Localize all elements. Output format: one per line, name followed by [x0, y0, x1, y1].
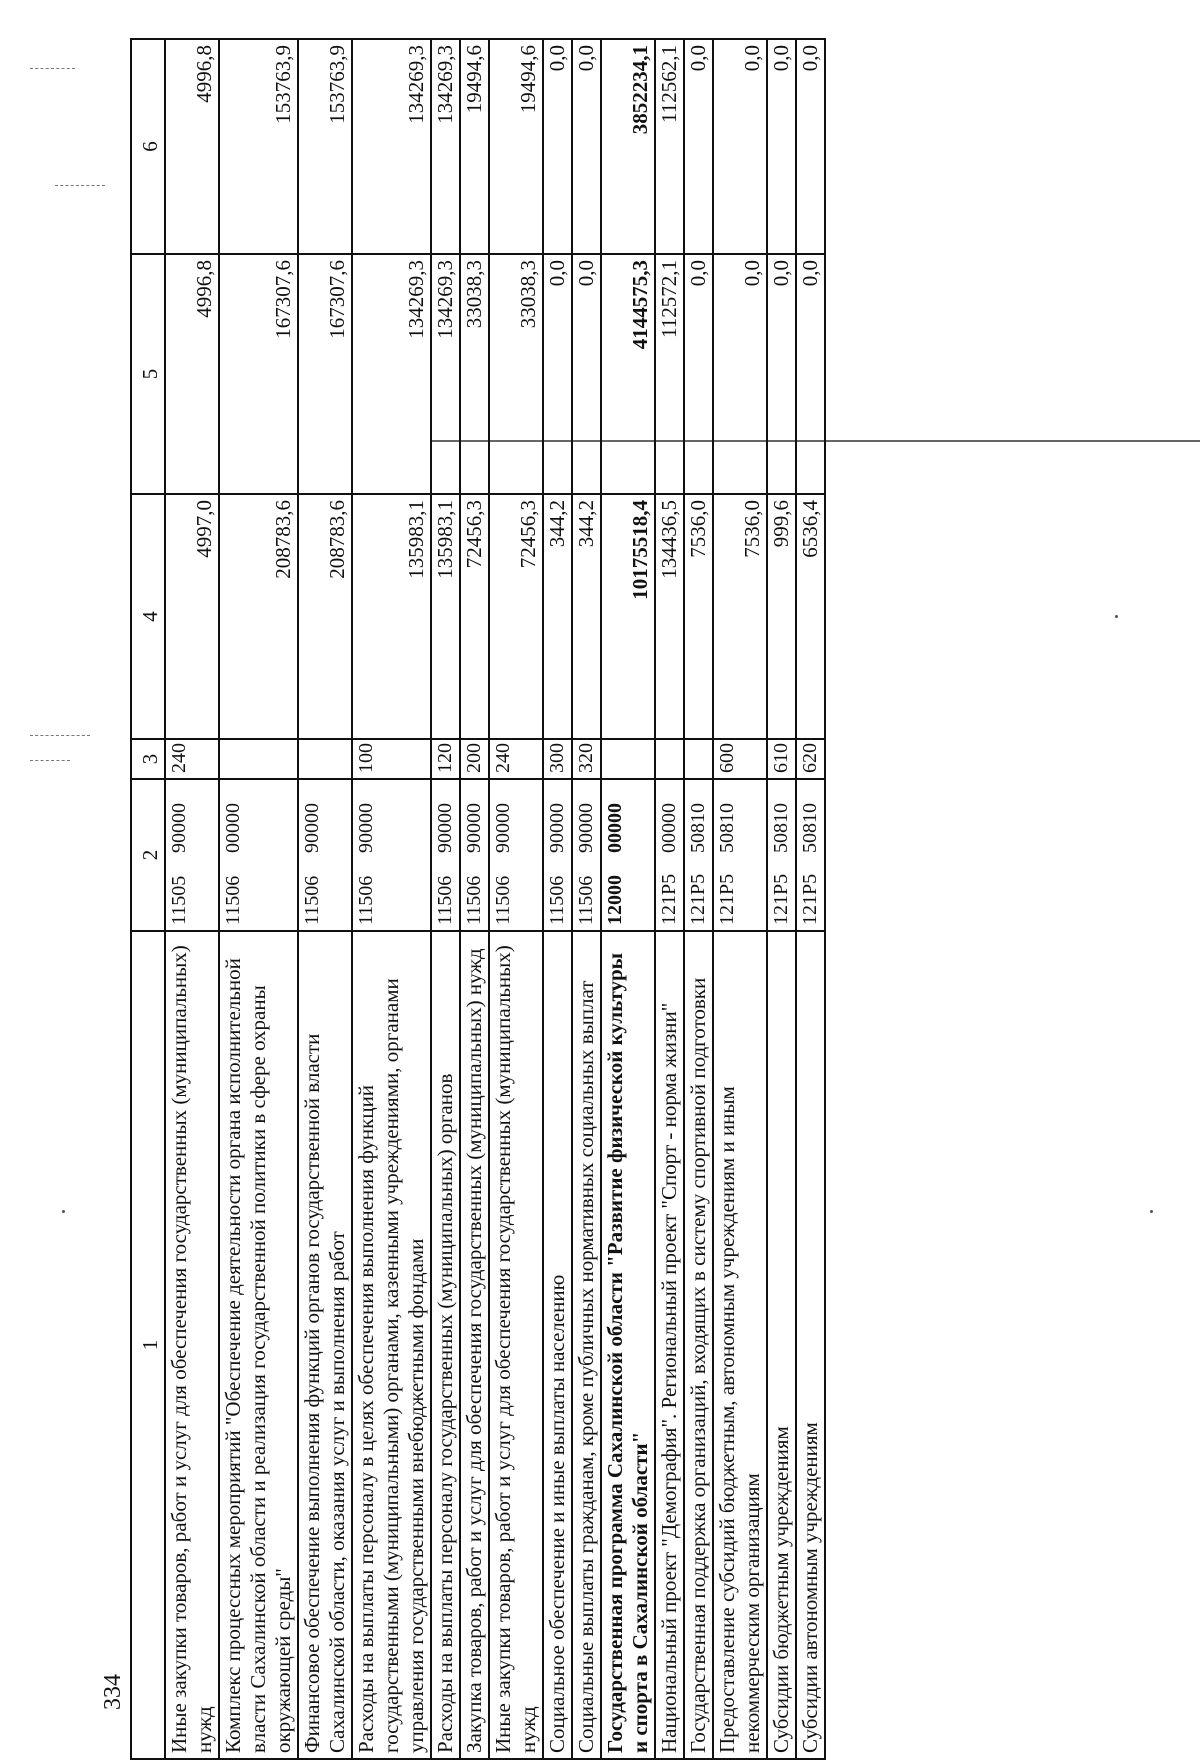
expense-type: 610 [767, 739, 796, 779]
expense-type [601, 739, 655, 779]
header-cell: 5 [131, 254, 165, 494]
item-code [601, 779, 655, 931]
header-row [131, 39, 165, 1759]
table-row [655, 39, 684, 1759]
value-col5: 4144575,3 [601, 254, 655, 494]
item-name: Государственная программа Сахалинской области "Развитие физической культуры и спорта в Сахалинской области" [601, 931, 655, 1759]
scan-artifact-line [30, 735, 90, 736]
code-part-1: 121P5 [799, 873, 821, 925]
code-part-2: 90000 [492, 803, 514, 853]
code-part-2: 90000 [355, 803, 377, 853]
code-part-2: 90000 [434, 803, 456, 853]
table-row [543, 39, 572, 1759]
table-row [572, 39, 601, 1759]
table-row [713, 39, 767, 1759]
value-col5: 0,0 [767, 254, 796, 494]
code-part-2: 90000 [546, 803, 568, 853]
item-code [796, 779, 825, 931]
code-part-1: 11506 [301, 875, 323, 925]
value-col4: 208783,6 [219, 494, 298, 739]
value-col4: 7536,0 [684, 494, 713, 739]
table-row [684, 39, 713, 1759]
value-col4: 208783,6 [298, 494, 352, 739]
item-name: Закупка товаров, работ и услуг для обеспечения государственных (муниципальных) нужд [460, 931, 489, 1759]
item-name: Иные закупки товаров, работ и услуг для обеспечения государственных (муниципальных) нужд [165, 931, 219, 1759]
code-part-1: 121P5 [716, 873, 738, 925]
expense-type: 240 [165, 739, 219, 779]
code-part-1: 11506 [575, 875, 597, 925]
item-name: Иные закупки товаров, работ и услуг для обеспечения государственных (муниципальных) нужд [489, 931, 543, 1759]
value-col6: 0,0 [767, 39, 796, 254]
code-part-2: 90000 [301, 803, 323, 853]
expense-type: 320 [572, 739, 601, 779]
code-part-2: 00000 [222, 803, 244, 853]
value-col6: 19494,6 [489, 39, 543, 254]
code-part-2: 50810 [716, 803, 738, 853]
item-code [767, 779, 796, 931]
code-part-2: 00000 [658, 803, 680, 853]
code-part-1: 11506 [355, 875, 377, 925]
item-code [352, 779, 431, 931]
item-name: Предоставление субсидий бюджетным, автономным учреждениям и иным некоммерческим организациям [713, 931, 767, 1759]
value-col5: 0,0 [572, 254, 601, 494]
item-name: Финансовое обеспечение выполнения функций органов государственной власти Сахалинской области, оказания услуг и выполнения работ [298, 931, 352, 1759]
value-col5: 33038,3 [489, 254, 543, 494]
value-col6: 0,0 [684, 39, 713, 254]
table-row [796, 39, 825, 1759]
value-col5: 0,0 [713, 254, 767, 494]
value-col5: 0,0 [543, 254, 572, 494]
item-code [219, 779, 298, 931]
item-code [489, 779, 543, 931]
value-col5: 0,0 [684, 254, 713, 494]
item-name: Комплекс процессных мероприятий "Обеспечение деятельности органа исполнительной власти Сахалинской области и реализация государственной политики в сфере охраны окружающей среды" [219, 931, 298, 1759]
header-cell: 2 [131, 779, 165, 931]
value-col4: 7536,0 [713, 494, 767, 739]
item-name: Расходы на выплаты персоналу в целях обеспечения выполнения функций государственными (муниципальными) органами, казенными учреждениями, органами управления государственными внебюджетными фондами [352, 931, 431, 1759]
value-col4: 4997,0 [165, 494, 219, 739]
code-part-1: 11506 [492, 875, 514, 925]
expense-type: 240 [489, 739, 543, 779]
value-col5: 167307,6 [298, 254, 352, 494]
item-code [684, 779, 713, 931]
table-row [489, 39, 543, 1759]
value-col6: 0,0 [543, 39, 572, 254]
rotated-page [100, 40, 1010, 1760]
header-cell: 1 [131, 931, 165, 1759]
scan-artifact-dot [1115, 615, 1118, 618]
item-code [298, 779, 352, 931]
table-row [352, 39, 431, 1759]
budget-table [130, 38, 826, 1760]
scan-artifact-line [30, 760, 70, 761]
scan-artifact-dot [62, 1210, 65, 1213]
value-col5: 134269,3 [352, 254, 431, 494]
item-name: Расходы на выплаты персоналу государственных (муниципальных) органов [431, 931, 460, 1759]
value-col6: 19494,6 [460, 39, 489, 254]
code-part-1: 11506 [463, 875, 485, 925]
code-part-2: 50810 [799, 803, 821, 853]
header-cell: 6 [131, 39, 165, 254]
code-part-1: 12000 [604, 875, 626, 925]
item-code [165, 779, 219, 931]
code-part-1: 121P5 [658, 873, 680, 925]
table-row [219, 39, 298, 1759]
value-col6: 0,0 [713, 39, 767, 254]
value-col4: 999,6 [767, 494, 796, 739]
expense-type [684, 739, 713, 779]
table-row [165, 39, 219, 1759]
expense-type [655, 739, 684, 779]
code-part-2: 50810 [687, 803, 709, 853]
expense-type: 100 [352, 739, 431, 779]
value-col5: 0,0 [796, 254, 825, 494]
value-col5: 167307,6 [219, 254, 298, 494]
code-part-1: 121P5 [770, 873, 792, 925]
value-col4: 135983,1 [352, 494, 431, 739]
value-col6: 0,0 [572, 39, 601, 254]
value-col6: 153763,9 [219, 39, 298, 254]
item-name: Субсидии бюджетным учреждениям [767, 931, 796, 1759]
code-part-1: 11506 [434, 875, 456, 925]
code-part-1: 121P5 [687, 873, 709, 925]
value-col5: 33038,3 [460, 254, 489, 494]
expense-type [219, 739, 298, 779]
expense-type: 120 [431, 739, 460, 779]
value-col6: 4996,8 [165, 39, 219, 254]
item-code [431, 779, 460, 931]
item-code [460, 779, 489, 931]
header-cell: 4 [131, 494, 165, 739]
expense-type [298, 739, 352, 779]
table-row-program-total [601, 39, 655, 1759]
code-part-2: 90000 [168, 803, 190, 853]
item-name: Национальный проект "Демография". Региональный проект "Спорт - норма жизни" [655, 931, 684, 1759]
code-part-2: 90000 [463, 803, 485, 853]
value-col5: 134269,3 [431, 254, 460, 494]
value-col4: 344,2 [543, 494, 572, 739]
expense-type: 200 [460, 739, 489, 779]
scan-artifact-line [30, 68, 75, 69]
value-col4: 344,2 [572, 494, 601, 739]
table-row [460, 39, 489, 1759]
item-code [572, 779, 601, 931]
item-name: Социальное обеспечение и иные выплаты населению [543, 931, 572, 1759]
value-col4: 6536,4 [796, 494, 825, 739]
code-part-2: 50810 [770, 803, 792, 853]
value-col5: 112572,1 [655, 254, 684, 494]
item-code [655, 779, 684, 931]
code-part-2: 90000 [575, 803, 597, 853]
item-name: Государственная поддержка организаций, входящих в систему спортивной подготовки [684, 931, 713, 1759]
item-code [713, 779, 767, 931]
item-name: Социальные выплаты гражданам, кроме публичных нормативных социальных выплат [572, 931, 601, 1759]
table-row [767, 39, 796, 1759]
value-col4: 72456,3 [460, 494, 489, 739]
value-col4: 134436,5 [655, 494, 684, 739]
value-col6: 3852234,1 [601, 39, 655, 254]
value-col4: 72456,3 [489, 494, 543, 739]
value-col5: 4996,8 [165, 254, 219, 494]
value-col4: 10175518,4 [601, 494, 655, 739]
scan-artifact-line [55, 185, 105, 186]
value-col6: 134269,3 [352, 39, 431, 254]
item-code [543, 779, 572, 931]
value-col6: 153763,9 [298, 39, 352, 254]
code-part-1: 11505 [168, 875, 190, 925]
code-part-1: 11506 [222, 875, 244, 925]
value-col6: 134269,3 [431, 39, 460, 254]
expense-type: 600 [713, 739, 767, 779]
expense-type: 620 [796, 739, 825, 779]
page-number: 334 [100, 1674, 126, 1710]
value-col4: 135983,1 [431, 494, 460, 739]
table-row [298, 39, 352, 1759]
table-row [431, 39, 460, 1759]
scan-artifact-dot [1150, 1210, 1153, 1213]
value-col6: 0,0 [796, 39, 825, 254]
code-part-2: 00000 [604, 803, 626, 853]
code-part-1: 11506 [546, 875, 568, 925]
value-col6: 112562,1 [655, 39, 684, 254]
item-name: Субсидии автономным учреждениям [796, 931, 825, 1759]
expense-type: 300 [543, 739, 572, 779]
header-cell: 3 [131, 739, 165, 779]
